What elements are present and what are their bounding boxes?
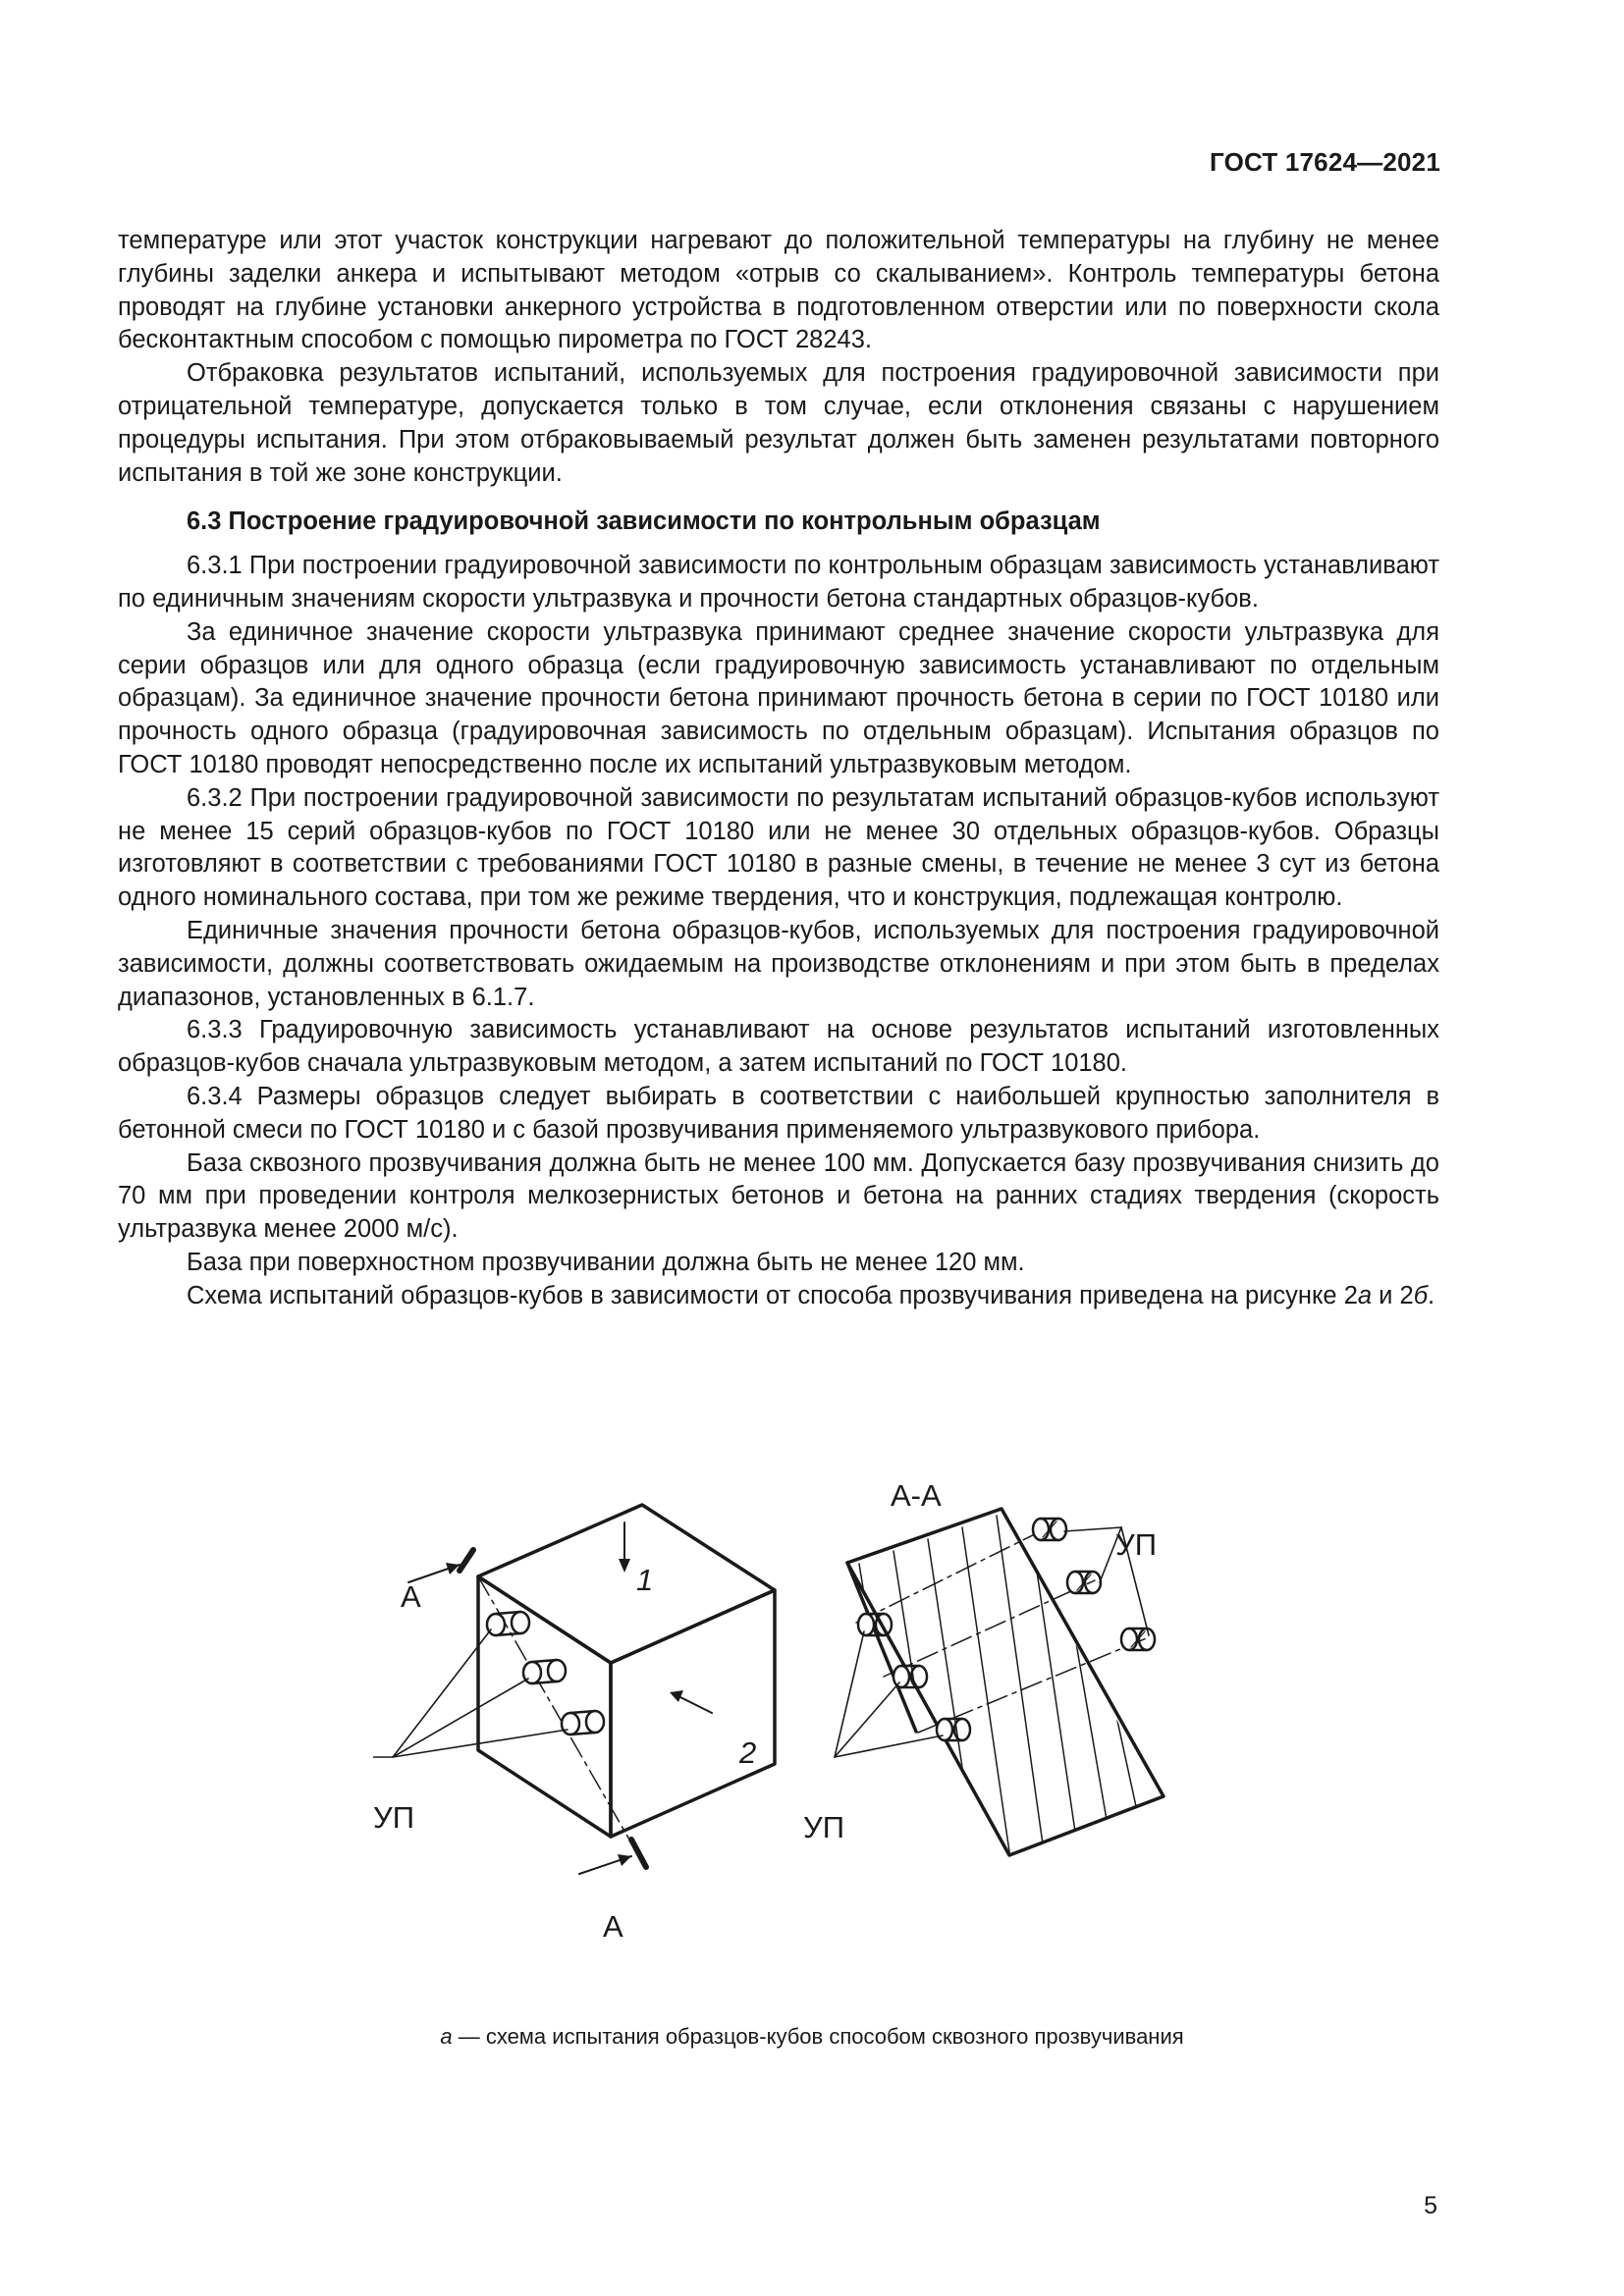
section-up-leaders-left bbox=[835, 1631, 943, 1757]
section-drawing bbox=[835, 1509, 1183, 1865]
up-label-section-top: УП bbox=[1115, 1527, 1157, 1562]
cube-top-face bbox=[478, 1505, 775, 1663]
cube-transducer bbox=[562, 1711, 604, 1735]
cube-transducer bbox=[523, 1660, 566, 1683]
direction-label-1: 1 bbox=[636, 1563, 654, 1597]
section-inner-edge bbox=[847, 1563, 916, 1732]
cube-right-face bbox=[611, 1590, 775, 1837]
direction-arrow-1 bbox=[619, 1559, 630, 1573]
caption-letter: а bbox=[440, 2024, 453, 2049]
section-transducer-hatched bbox=[1121, 1629, 1155, 1650]
arrow-a-bottom bbox=[618, 1854, 631, 1866]
cut-mark-top bbox=[460, 1550, 473, 1571]
body-text bbox=[118, 225, 1439, 1313]
section-arrow-label-bottom: А bbox=[603, 1909, 623, 1944]
figure-2a bbox=[373, 1472, 1198, 1993]
cube-drawing bbox=[373, 1505, 775, 1874]
page-number: 5 bbox=[1424, 2192, 1437, 2219]
paragraph: База сквозного прозвучивания должна быть не менее 100 мм. Допускается базу прозвучивания снизить до 70 мм при проведении контроля мелкозернистых бетонов и бетона на ранних стадиях твердения (скорость ультразвука менее 2000 м/с). bbox=[118, 1148, 1439, 1244]
figure-ref-b: б bbox=[1413, 1281, 1429, 1309]
up-label-cube: УП bbox=[373, 1800, 414, 1835]
paragraph: База при поверхностном прозвучивании должна быть не менее 120 мм. bbox=[187, 1248, 1025, 1276]
paragraph: За единичное значение скорости ультразвука принимают среднее значение скорости ультразвука для серии образцов или для одного образца (если градуировочную зависимость устанавливают по отдельным образцам). За единичное значение прочности бетона принимают прочность бетона в серии по ГОСТ 10180 или прочность одного образца (градуировочная зависимость по отдельным образцам). Испытания образцов по ГОСТ 10180 проводят непосредственно после их испытаний ультразвуковым методом. bbox=[118, 617, 1439, 778]
cube-up-leaders bbox=[373, 1629, 568, 1757]
figure-ref-a: а bbox=[1357, 1281, 1373, 1309]
section-transducer bbox=[937, 1719, 970, 1740]
paragraph: 6.3.4 Размеры образцов следует выбирать в соответствии с наибольшей крупностью заполнителя в бетонной смеси по ГОСТ 10180 и с базой прозвучивания применяемого ультразвукового прибора. bbox=[118, 1082, 1439, 1144]
up-label-section-bottom: УП bbox=[803, 1810, 844, 1844]
paragraph: Единичные значения прочности бетона образцов-кубов, используемых для построения градуировочной зависимости, должны соответствовать ожидаемым на производстве отклонениям и при этом быть в пределах диапазонов, установленных в 6.1.7. bbox=[118, 916, 1439, 1011]
cut-mark-bottom bbox=[631, 1840, 646, 1867]
figure-caption bbox=[0, 2024, 1624, 2050]
paragraph: 6.3.1 При построении градуировочной зависимости по контрольным образцам зависимость устанавливают по единичным значениям скорости ультразвука и прочности бетона стандартных образцов-кубов. bbox=[118, 552, 1439, 613]
caption-text: — схема испытания образцов-кубов способом сквозного прозвучивания bbox=[452, 2024, 1184, 2049]
document-id-header: ГОСТ 17624—2021 bbox=[1210, 147, 1440, 177]
paragraph: 6.3.2 При построении градуировочной зависимости по результатам испытаний образцов-кубов используют не менее 15 серий образцов-кубов по ГОСТ 10180 или не менее 30 отдельных образцов-кубов. Образцы изготовляют в соответствии с требованиями ГОСТ 10180 в разные смены, в течение не менее 3 сут из бетона одного номинального состава, при том же режиме твердения, что и конструкция, подлежащая контролю. bbox=[118, 783, 1439, 912]
section-heading: 6.3 Построение градуировочной зависимости по контрольным образцам bbox=[187, 507, 1101, 536]
paragraph: Отбраковка результатов испытаний, используемых для построения градуировочной зависимости при отрицательной температуре, допускается только в том случае, если отклонения связаны с нарушением процедуры испытания. При этом отбраковываемый результат должен быть заменен результатами повторного испытания в той же зоне конструкции. bbox=[118, 359, 1439, 487]
cube-test-diagram bbox=[373, 1472, 1198, 1993]
figure-reference-paragraph bbox=[118, 1280, 1439, 1313]
direction-arrow-2 bbox=[670, 1690, 683, 1702]
figure-ref-end: . bbox=[1428, 1281, 1435, 1309]
section-transducer-hatched bbox=[1033, 1519, 1066, 1540]
figure-ref-conj: и 2 bbox=[1372, 1281, 1414, 1309]
section-arrow-label-top: А bbox=[401, 1579, 421, 1614]
section-label: А-А bbox=[891, 1478, 942, 1513]
paragraph: 6.3.3 Градуировочную зависимость устанавливают на основе результатов испытаний изготовленных образцов-кубов сначала ультразвуковым методом, а затем испытаний по ГОСТ 10180. bbox=[118, 1016, 1439, 1078]
figure-reference-text: Схема испытаний образцов-кубов в зависимости от способа прозвучивания приведена на рисунке 2 bbox=[187, 1281, 1358, 1309]
direction-label-2: 2 bbox=[739, 1735, 757, 1770]
cube-transducer bbox=[487, 1612, 529, 1635]
paragraph: температуре или этот участок конструкции нагревают до положительной температуры на глубину не менее глубины заделки анкера и испытывают методом «отрыв со скалыванием». Контроль температуры бетона проводят на глубине установки анкерного устройства в подготовленном отверстии или по поверхности скола бесконтактным способом с помощью пирометра по ГОСТ 28243. bbox=[118, 227, 1439, 354]
section-transducer-hatched bbox=[1067, 1572, 1101, 1593]
